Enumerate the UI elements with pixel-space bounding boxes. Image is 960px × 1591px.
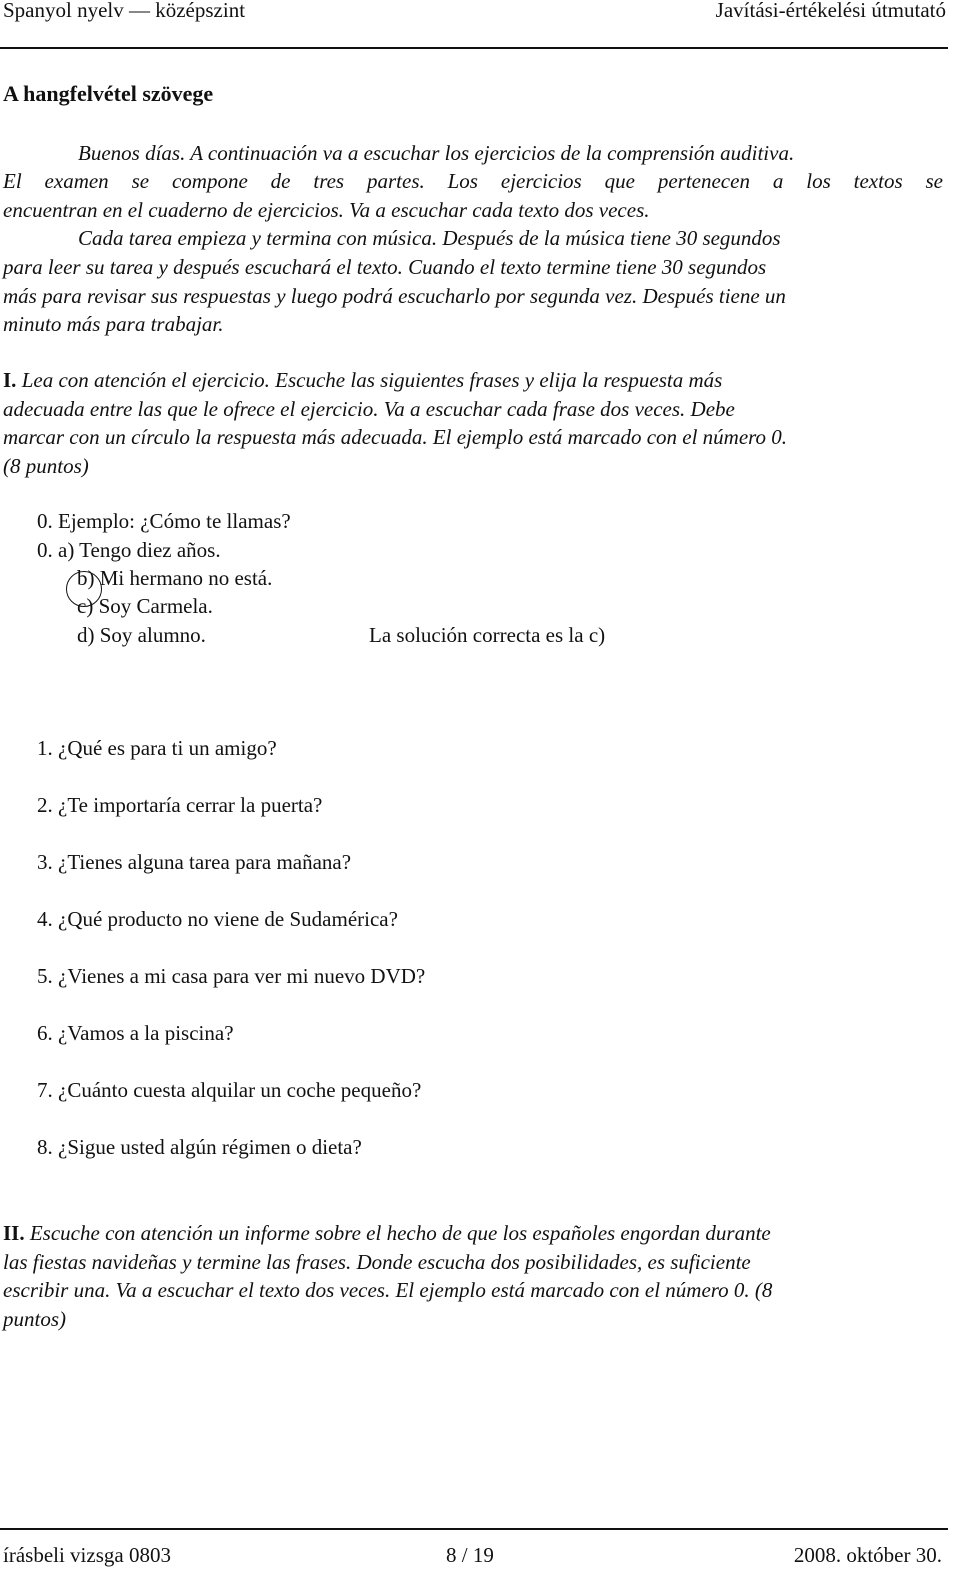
- example-solution: La solución correcta es la c): [369, 623, 606, 647]
- question-2: 2. ¿Te importaría cerrar la puerta?: [37, 793, 323, 817]
- example-option-d: d) Soy alumno.: [77, 623, 206, 647]
- footer-left: írásbeli vizsga 0803: [3, 1543, 171, 1567]
- task2-line-2: las fiestas navideñas y termine las frases. Donde escucha dos posibilidades, es suficiente: [3, 1250, 751, 1274]
- task1-line-4: (8 puntos): [3, 454, 89, 478]
- task1-number: I.: [3, 368, 17, 392]
- intro-line-1: Buenos días. A continuación va a escuchar los ejercicios de la comprensión auditiva.: [78, 141, 795, 165]
- example-question: 0. Ejemplo: ¿Cómo te llamas?: [37, 509, 291, 533]
- example-option-a: 0. a) Tengo diez años.: [37, 538, 221, 562]
- task1-line-1: Lea con atención el ejercicio. Escuche las siguientes frases y elija la respuesta más: [21, 368, 723, 392]
- header-left: Spanyol nyelv — középszint: [3, 0, 246, 22]
- intro-line-4-start: [78, 224, 781, 252]
- task1-line-3: marcar con un círculo la respuesta más adecuada. El ejemplo está marcado con el número 0.: [3, 425, 788, 449]
- task1-line-2: adecuada entre las que le ofrece el ejercicio. Va a escuchar cada frase dos veces. Debe: [3, 397, 735, 421]
- task2-line-1: Escuche con atención un informe sobre el hecho de que los españoles engordan durante: [29, 1221, 771, 1245]
- question-3: 3. ¿Tienes alguna tarea para mañana?: [37, 850, 352, 874]
- task2-line-4: puntos): [3, 1307, 66, 1331]
- intro-line-4: Cada tarea empieza y termina con música. Después de la música tiene 30 segundos: [78, 226, 781, 250]
- question-5: 5. ¿Vienes a mi casa para ver mi nuevo DVD?: [37, 964, 426, 988]
- task2-instructions-line-1: [3, 1219, 771, 1247]
- question-7: 7. ¿Cuánto cuesta alquilar un coche pequeño?: [37, 1078, 422, 1102]
- intro-line-3: encuentran en el cuaderno de ejercicios. Va a escuchar cada texto dos veces.: [3, 198, 650, 222]
- task1-instructions-line-1: [3, 366, 722, 394]
- example-option-c: c) Soy Carmela.: [77, 594, 213, 618]
- intro-line-2: El examen se compone de tres partes. Los ejercicios que pertenecen a los textos se: [3, 169, 943, 193]
- question-1: 1. ¿Qué es para ti un amigo?: [37, 736, 277, 760]
- intro-line-6: más para revisar sus respuestas y luego podrá escucharlo por segunda vez. Después tiene un: [3, 284, 786, 308]
- intro-line-7: minuto más para trabajar.: [3, 312, 224, 336]
- task2-line-3: escribir una. Va a escuchar el texto dos veces. El ejemplo está marcado con el número 0. (8: [3, 1278, 773, 1302]
- question-4: 4. ¿Qué producto no viene de Sudamérica?: [37, 907, 398, 931]
- question-8: 8. ¿Sigue usted algún régimen o dieta?: [37, 1135, 362, 1159]
- header-rule: [0, 47, 948, 49]
- intro-line-5: para leer su tarea y después escuchará el texto. Cuando el texto termine tiene 30 segundos: [3, 255, 767, 279]
- footer-right: 2008. október 30.: [793, 1543, 942, 1567]
- answer-circle-mark: [66, 571, 102, 607]
- task2-number: II.: [3, 1221, 25, 1245]
- section-title: A hangfelvétel szövege: [3, 81, 214, 106]
- header-right: Javítási-értékelési útmutató: [715, 0, 946, 22]
- example-option-b: b) Mi hermano no está.: [77, 566, 273, 590]
- footer-page-number: 8 / 19: [446, 1543, 494, 1567]
- question-6: 6. ¿Vamos a la piscina?: [37, 1021, 234, 1045]
- footer-rule: [0, 1528, 948, 1530]
